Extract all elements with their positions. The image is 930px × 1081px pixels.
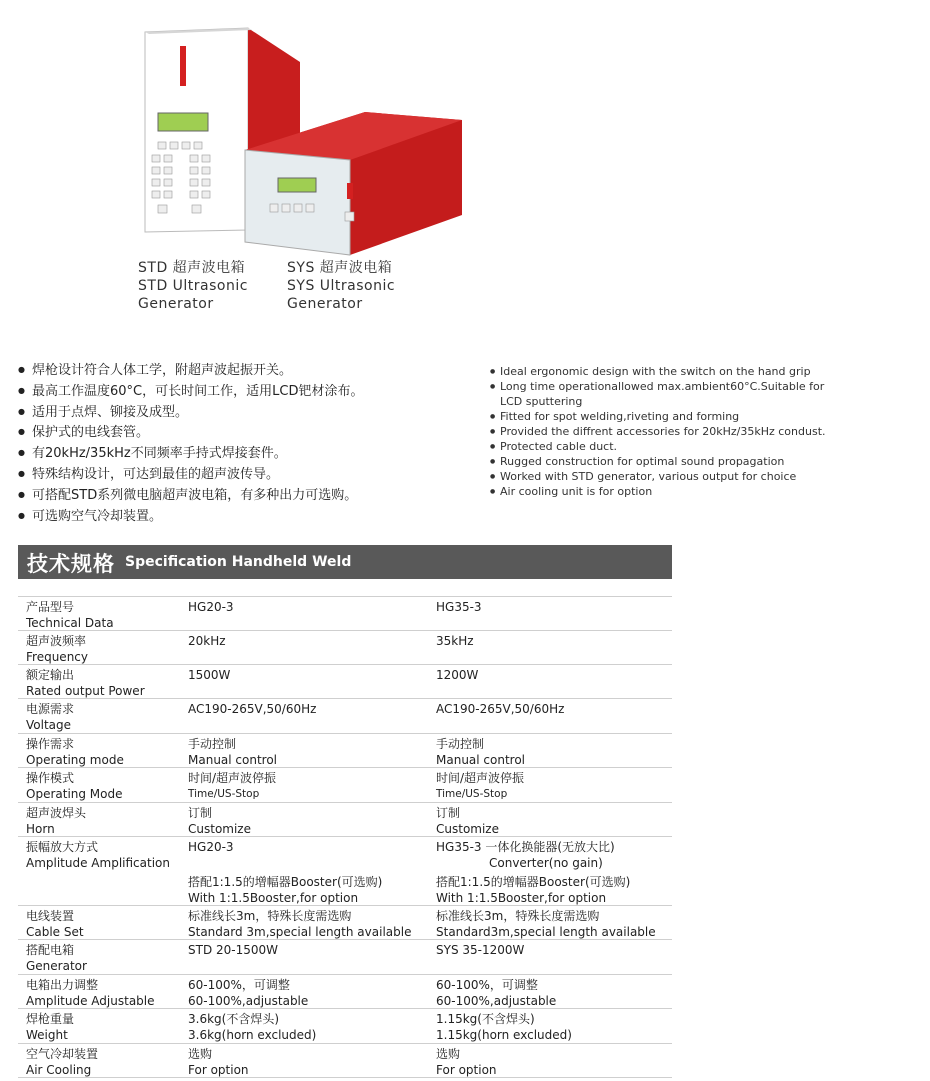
cell-line: AC190-265V,50/60Hz (188, 702, 317, 716)
cell-line: For option (188, 1062, 249, 1077)
cell-line: 手动控制 (436, 737, 485, 751)
cell-line: 搭配1:1.5的增幅器Booster(可选购) (188, 875, 383, 889)
list-item: ● Fitted for spot welding,riveting and forming (490, 409, 850, 424)
cell-line: 20kHz (188, 634, 226, 648)
cell-line: Time/US-Stop (436, 787, 508, 800)
list-item: ● 有20kHz/35kHz不同频率手持式焊接套件。 (18, 443, 458, 464)
cell-line: Generator (26, 958, 87, 973)
list-item: ● Air cooling unit is for option (490, 484, 850, 499)
table-row (18, 803, 672, 837)
table-cell (26, 943, 87, 974)
cell-line: 焊枪重量 (26, 1012, 75, 1026)
cell-line: 产品型号 (26, 600, 75, 614)
cell-line: 搭配电箱 (26, 943, 75, 957)
table-cell (188, 943, 278, 959)
table-cell (26, 600, 114, 631)
cell-line: Horn (26, 821, 55, 836)
table-cell (436, 875, 630, 906)
list-item: ● Provided the diffrent accessories for 20kHz/35kHz condust. (490, 424, 850, 439)
table-cell (26, 771, 123, 802)
table-cell (436, 634, 474, 650)
cell-line: 1200W (436, 668, 479, 682)
cell-line: Frequency (26, 649, 88, 664)
list-item: ● Long time operationallowed max.ambient60°C.Suitable for LCD sputtering (490, 379, 850, 409)
cell-line: 选购 (188, 1047, 213, 1061)
list-item: ● Worked with STD generator, various output for choice (490, 469, 850, 484)
table-cell (436, 978, 556, 1009)
caption-line: SYS Ultrasonic (287, 278, 396, 294)
spec-title-cn: 技术规格 (27, 552, 115, 576)
cell-line: 60-100%,adjustable (436, 993, 557, 1008)
list-item: ● Rugged construction for optimal sound propagation (490, 454, 850, 469)
table-cell (188, 1047, 249, 1078)
cell-line: STD 20-1500W (188, 943, 279, 957)
table-row (18, 1009, 672, 1044)
cell-line: 搭配1:1.5的增幅器Booster(可选购) (436, 875, 631, 889)
cell-line: HG35-3 (436, 600, 482, 614)
product-caption-sys (287, 259, 395, 313)
cell-line: 操作模式 (26, 771, 75, 785)
cell-line: HG35-3 一体化换能器(无放大比) (436, 840, 615, 854)
list-item: ● Protected cable duct. (490, 439, 850, 454)
caption-line: Generator (287, 296, 363, 312)
features-cn-list (18, 360, 458, 526)
table-row (18, 1044, 672, 1078)
table-cell (26, 909, 84, 940)
cell-line: Amplitude Adjustable (26, 993, 155, 1008)
cell-line: Voltage (26, 717, 72, 732)
table-cell (26, 668, 145, 699)
cell-line: 60-100%，可调整 (188, 978, 290, 992)
cell-line: Air Cooling (26, 1062, 92, 1077)
cell-line: 电线装置 (26, 909, 75, 923)
cell-line: 选购 (436, 1047, 461, 1061)
cell-line: HG20-3 (188, 840, 234, 854)
cell-line: 60-100%，可调整 (436, 978, 538, 992)
list-item: ● 适用于点焊、铆接及成型。 (18, 402, 458, 423)
table-cell (436, 771, 524, 802)
table-cell (436, 943, 524, 959)
cell-line: Operating mode (26, 752, 124, 767)
cell-line: 3.6kg(horn excluded) (188, 1027, 317, 1042)
table-cell (436, 737, 525, 768)
table-cell (436, 1047, 497, 1078)
table-cell (188, 702, 316, 718)
cell-line: 1.15kg(horn excluded) (436, 1027, 572, 1042)
table-cell (436, 668, 478, 684)
cell-line: Standard3m,special length available (436, 924, 656, 939)
cell-line: 手动控制 (188, 737, 237, 751)
table-cell (26, 840, 170, 871)
list-item: ● 焊枪设计符合人体工学，附超声波起振开关。 (18, 360, 458, 381)
list-item: ● Ideal ergonomic design with the switch on the hand grip (490, 364, 850, 379)
table-cell (188, 668, 230, 684)
cell-line: AC190-265V,50/60Hz (436, 702, 565, 716)
caption-line: STD Ultrasonic (138, 278, 248, 294)
list-item: ● 可选购空气冷却装置。 (18, 506, 458, 527)
cell-line: 电源需求 (26, 702, 75, 716)
list-item: ● 最高工作温度60°C，可长时间工作，适用LCD钯材涂布。 (18, 381, 458, 402)
caption-name: STD 超声波电箱 (138, 260, 246, 276)
cell-line: 3.6kg(不含焊头) (188, 1012, 280, 1026)
cell-line: 1.15kg(不含焊头) (436, 1012, 535, 1026)
table-cell (188, 806, 251, 837)
cell-line: Manual control (188, 752, 278, 767)
cell-line: For option (436, 1062, 497, 1077)
table-cell (436, 909, 656, 940)
cell-line: Converter(no gain) (489, 855, 603, 870)
table-cell (26, 737, 124, 768)
cell-line: Technical Data (26, 615, 114, 630)
table-row (18, 768, 672, 803)
cell-line: Customize (436, 821, 499, 836)
spec-table (18, 596, 672, 1078)
cell-line: HG20-3 (188, 600, 234, 614)
cell-line: Cable Set (26, 924, 84, 939)
table-row (18, 940, 672, 975)
table-cell (26, 634, 88, 665)
cell-line: Customize (188, 821, 251, 836)
table-cell (26, 806, 86, 837)
cell-line: Time/US-Stop (188, 787, 260, 800)
spec-title-en: Specification Handheld Weld (125, 554, 352, 570)
cell-line: 60-100%,adjustable (188, 993, 309, 1008)
table-cell (188, 840, 234, 856)
cell-line: 超声波频率 (26, 634, 87, 648)
table-cell (188, 771, 276, 802)
table-cell (188, 978, 308, 1009)
cell-line: 订制 (188, 806, 213, 820)
cell-line: 额定输出 (26, 668, 75, 682)
cell-line: Manual control (436, 752, 526, 767)
list-item: ● 特殊结构设计，可达到最佳的超声波传导。 (18, 464, 458, 485)
cell-line: 1500W (188, 668, 231, 682)
cell-line: Standard 3m,special length available (188, 924, 412, 939)
product-caption-std (138, 259, 248, 313)
table-cell (436, 806, 499, 837)
table-row (18, 837, 672, 906)
cell-line: With 1:1.5Booster,for option (436, 890, 607, 905)
cell-line: 空气冷却装置 (26, 1047, 99, 1061)
cell-line: SYS 35-1200W (436, 943, 525, 957)
cell-line: 电箱出力调整 (26, 978, 99, 992)
table-cell (26, 702, 74, 733)
product-figure (140, 20, 470, 260)
cell-line: Amplitude Amplification (26, 855, 170, 870)
list-item: ● 保护式的电线套管。 (18, 422, 458, 443)
table-cell (188, 875, 382, 906)
cell-line: With 1:1.5Booster,for option (188, 890, 359, 905)
caption-name: SYS 超声波电箱 (287, 260, 393, 276)
cell-line: 时间/超声波停振 (188, 771, 277, 785)
table-cell (436, 702, 564, 718)
spec-header (18, 545, 672, 579)
cell-line: 振幅放大方式 (26, 840, 99, 854)
table-cell (436, 840, 615, 871)
cell-line: 标准线长3m，特殊长度需选购 (436, 909, 600, 923)
cell-line: 订制 (436, 806, 461, 820)
table-row (18, 975, 672, 1009)
cell-line: 时间/超声波停振 (436, 771, 525, 785)
table-cell (188, 1012, 316, 1043)
table-cell (188, 634, 226, 650)
table-row (18, 597, 672, 631)
table-cell (26, 1047, 98, 1078)
cell-line: 超声波焊头 (26, 806, 87, 820)
table-cell (188, 737, 277, 768)
caption-line: Generator (138, 296, 214, 312)
cell-line: 35kHz (436, 634, 474, 648)
table-row (18, 906, 672, 940)
table-cell (26, 1012, 74, 1043)
table-cell (188, 600, 234, 616)
table-cell (26, 978, 155, 1009)
cell-line: Weight (26, 1027, 68, 1042)
cell-line: Rated output Power (26, 683, 145, 698)
table-cell (436, 1012, 572, 1043)
table-cell (436, 600, 482, 616)
cell-line: 标准线长3m，特殊长度需选购 (188, 909, 352, 923)
table-row (18, 665, 672, 699)
table-row (18, 734, 672, 768)
cell-line: 操作需求 (26, 737, 75, 751)
list-item: ● 可搭配STD系列微电脑超声波电箱，有多种出力可选购。 (18, 485, 458, 506)
table-row (18, 631, 672, 665)
table-row (18, 699, 672, 734)
cell-line: Operating Mode (26, 786, 123, 801)
features-en-list (490, 364, 850, 499)
table-cell (188, 909, 411, 940)
